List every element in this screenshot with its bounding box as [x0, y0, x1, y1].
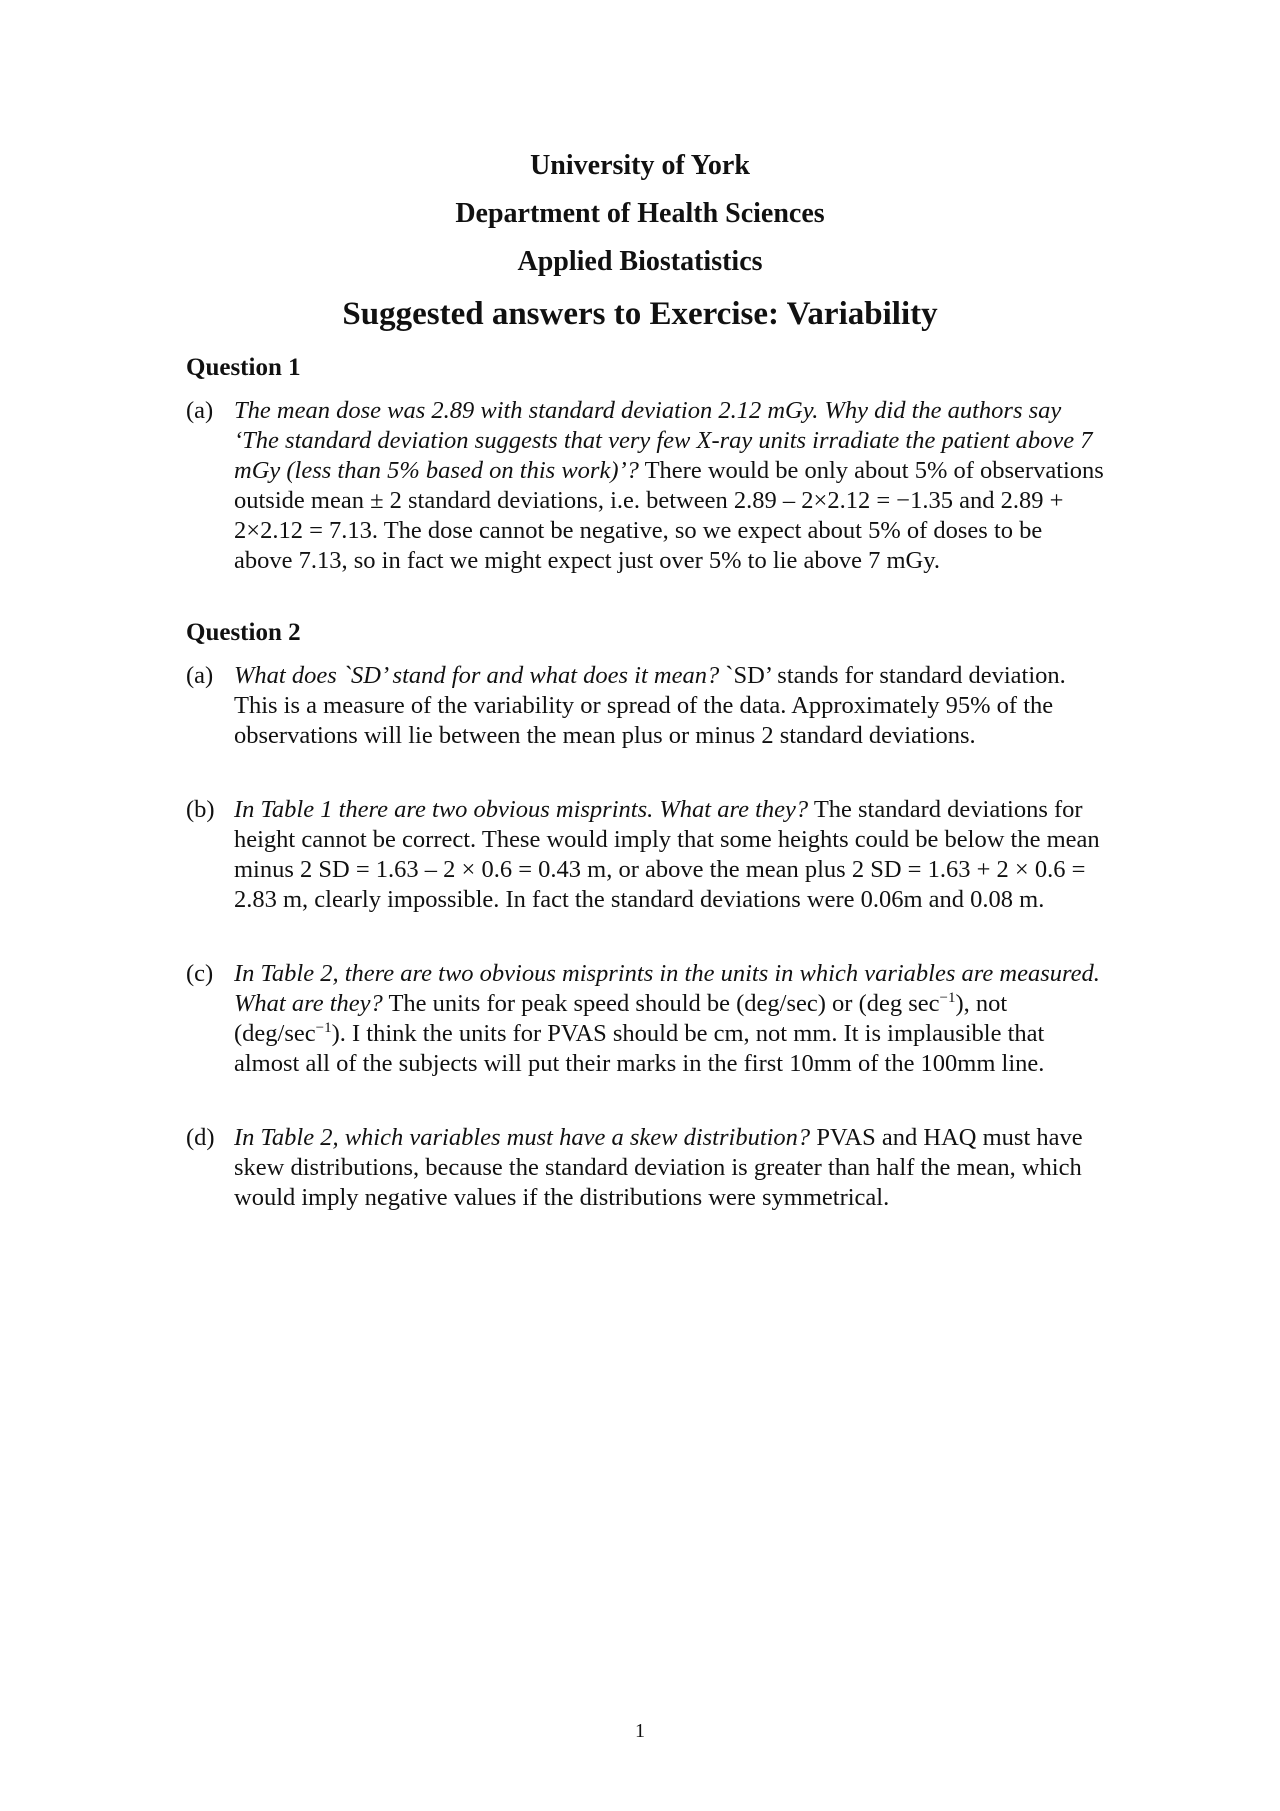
university-name: University of York: [530, 150, 750, 181]
question-2-heading: Question 2: [186, 619, 301, 646]
part-label: (c): [186, 960, 214, 987]
department-name: Department of Health Sciences: [455, 198, 825, 229]
question-1-heading: Question 1: [186, 354, 301, 381]
question-text: In Table 2, which variables must have a skew distribution?: [234, 1124, 811, 1151]
document-header: [0, 150, 1280, 334]
page-number: 1: [635, 1720, 645, 1742]
answer-text-2: ), not (deg/sec: [234, 990, 1008, 1047]
answer-text: PVAS and HAQ must have skew distributions, because the standard deviation is greater than half the mean, which would imply negative values if the distributions were symmetrical.: [234, 1124, 1083, 1211]
part-body: [234, 959, 1106, 1079]
question-text: What does `SD’ stand for and what does it mean?: [234, 662, 720, 689]
course-name: Applied Biostatistics: [517, 246, 763, 277]
part-body: [234, 1123, 1106, 1213]
answer-text-3: ). I think the units for PVAS should be cm, not mm. It is implausible that almost all of the subjects will put their marks in the first 10mm of the 100mm line.: [234, 1020, 1045, 1077]
question-text: In Table 1 there are two obvious misprints. What are they?: [234, 796, 809, 823]
document-title: Suggested answers to Exercise: Variability: [342, 296, 938, 332]
question-2-part-a: [186, 661, 1106, 751]
question-text: In Table 2, there are two obvious misprints in the units in which variables are measured. What are they?: [234, 960, 1100, 1017]
answer-text: `SD’ stands for standard deviation. This is a measure of the variability or spread of the data. Approximately 95% of the observations will lie between the mean plus or minus 2 standard deviations.: [234, 662, 1066, 749]
part-body: [234, 396, 1106, 576]
question-2-part-c: [186, 959, 1106, 1079]
superscript-exponent: −1: [315, 1020, 332, 1036]
part-body: [234, 661, 1106, 751]
answer-text: There would be only about 5% of observations outside mean ± 2 standard deviations, i.e. between 2.89 – 2×2.12 = −1.35 and 2.89 + 2×2.12 = 7.13. The dose cannot be negative, so we expect about 5% of doses to be above 7.13, so in fact we might expect just over 5% to lie above 7 mGy.: [234, 457, 1104, 574]
answer-text-1: The units for peak speed should be (deg/sec) or (deg sec: [388, 990, 940, 1017]
superscript-exponent: −1: [939, 990, 956, 1006]
part-label: (a): [186, 397, 214, 424]
answer-text: The standard deviations for height cannot be correct. These would imply that some heights could be below the mean minus 2 SD = 1.63 – 2 × 0.6 = 0.43 m, or above the mean plus 2 SD = 1.63 + 2 × 0.6 = 2.83 m, clearly impossible. In fact the standard deviations were 0.06m and 0.08 m.: [234, 796, 1100, 913]
question-text: The mean dose was 2.89 with standard deviation 2.12 mGy. Why did the authors say ‘The standard deviation suggests that very few X-ray units irradiate the patient above 7 mGy (less than 5% based on this work)’?: [234, 397, 1093, 484]
question-1-part-a: [186, 396, 1106, 576]
question-2-part-b: [186, 795, 1106, 915]
part-body: [234, 795, 1106, 915]
question-2-part-d: [186, 1123, 1106, 1213]
part-label: (b): [186, 796, 215, 823]
part-label: (a): [186, 662, 214, 689]
part-label: (d): [186, 1124, 215, 1151]
